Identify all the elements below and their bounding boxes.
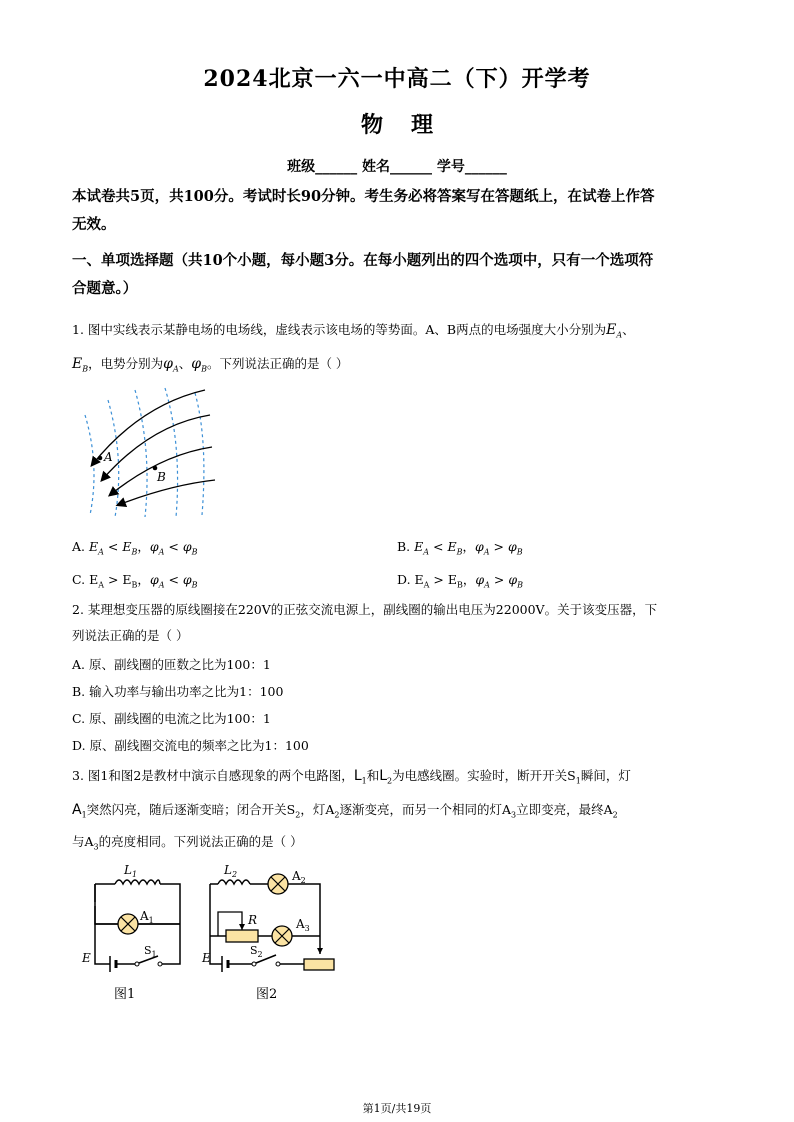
student-info-line: 班级______ 姓名______ 学号______ bbox=[287, 159, 507, 175]
q3-a3-sub: 3 bbox=[511, 810, 517, 820]
q3-l1: L bbox=[353, 768, 362, 784]
q3-stem-line-2 bbox=[72, 800, 722, 826]
q3-t6: ，灯A bbox=[300, 802, 335, 817]
q1-sep-2: 、 bbox=[178, 356, 192, 371]
q3-a2-sub: 2 bbox=[334, 810, 340, 820]
fig1-s1-label: $S_1$ bbox=[144, 944, 157, 959]
q3-t10: 的亮度相同。下列说法正确的是（ ） bbox=[98, 834, 303, 849]
q2-option-b[interactable]: B. 输入功率与输出功率之比为1：100 bbox=[72, 684, 284, 699]
instructions-line-2: 无效。 bbox=[72, 216, 116, 233]
field-line-2 bbox=[102, 415, 210, 480]
q3-stem-line-3 bbox=[72, 832, 722, 858]
fig2-a2-label: $A_2$ bbox=[292, 869, 306, 885]
equipotential-line-5 bbox=[195, 393, 204, 515]
q1-eb: E bbox=[72, 356, 83, 372]
q3-t1: 3. 图1和图2是教材中演示自感现象的两个电路图， bbox=[72, 768, 354, 783]
q3-a1: A bbox=[72, 802, 82, 818]
section1-line-1: 一、单项选择题（共10个小题，每小题3分。在每小题列出的四个选项中，只有一个选项符 bbox=[72, 252, 654, 269]
q1-sep: 、 bbox=[622, 322, 635, 337]
instructions-line-1: 本试卷共5页，共100分。考试时长90分钟。考生务必将答案写在答题纸上，在试卷上作答 bbox=[72, 188, 655, 205]
q1-option-b[interactable]: B. $E_A < E_B$，$\varphi_A > \varphi_B$ bbox=[397, 539, 523, 557]
fig1-caption: 图1 bbox=[114, 987, 136, 1002]
exam-title: 2024北京一六一中高二（下）开学考 bbox=[203, 66, 591, 92]
q1-stem-line-2 bbox=[72, 354, 722, 380]
q1-phia-sub: A bbox=[172, 364, 179, 374]
q1-electric-field-figure bbox=[80, 385, 220, 520]
fig2-s2-label: $S_2$ bbox=[250, 944, 263, 959]
q2-option-a[interactable]: A. 原、副线圈的匝数之比为100：1 bbox=[72, 657, 271, 672]
q2-stem-line-2: 列说法正确的是（ ） bbox=[72, 628, 189, 643]
q3-t9: 与A bbox=[72, 834, 94, 849]
q3-t5: 突然闪亮，随后逐渐变暗；闭合开关S bbox=[86, 802, 296, 817]
fig1-e-label: E bbox=[82, 951, 91, 965]
q2-option-d[interactable]: D. 原、副线圈交流电的频率之比为1：100 bbox=[72, 738, 309, 753]
q1-phib: φ bbox=[191, 356, 202, 372]
fig1-inductor-l1 bbox=[115, 880, 160, 884]
point-b-label: B bbox=[157, 470, 166, 484]
point-a-label: A bbox=[104, 450, 113, 464]
q3-t2: 和 bbox=[366, 768, 380, 783]
q3-a2b-sub: 2 bbox=[612, 810, 618, 820]
q3-figure-2-circuit bbox=[200, 862, 345, 1007]
q1-text-2: ，电势分别为 bbox=[88, 356, 164, 371]
q3-a3b-sub: 3 bbox=[93, 842, 99, 852]
fig2-a3-label: $A_3$ bbox=[296, 917, 310, 933]
q1-text-3: 。下列说法正确的是（ ） bbox=[206, 356, 349, 371]
fig2-rheostat bbox=[304, 959, 334, 970]
fig2-resistor-r bbox=[226, 930, 258, 942]
q2-stem-line-1: 2. 某理想变压器的原线圈接在220V的正弦交流电源上，副线圈的输出电压为22000V。关于该变压器，下 bbox=[72, 602, 658, 617]
fig2-caption: 图2 bbox=[256, 987, 278, 1002]
point-a bbox=[98, 456, 103, 461]
q1-phib-sub: B bbox=[201, 364, 207, 374]
fig2-r-label: R bbox=[248, 913, 258, 927]
q3-stem-line-1 bbox=[72, 766, 722, 792]
q3-l1-sub: 1 bbox=[361, 776, 367, 786]
q1-ea-sub: A bbox=[616, 330, 623, 340]
section1-line-2: 合题意。） bbox=[72, 280, 138, 297]
fig1-a1-label: $A_1$ bbox=[140, 909, 154, 925]
fig2-inductor-l2 bbox=[218, 880, 250, 884]
subject-title bbox=[0, 108, 794, 139]
q1-text-1: 1. 图中实线表示某静电场的电场线，虚线表示该电场的等势面。A、B两点的电场强度大小分别为 bbox=[72, 322, 607, 337]
q1-ea: E bbox=[606, 322, 617, 338]
q1-option-c[interactable]: C. $E_A > E_B$，$\varphi_A < \varphi_B$ bbox=[72, 572, 198, 590]
equipotential-line-4 bbox=[165, 388, 178, 517]
q3-t3: 为电感线圈。实验时，断开开关S bbox=[392, 768, 576, 783]
fig1-l1-label: $L_1$ bbox=[124, 863, 138, 879]
q3-figure-1-circuit bbox=[70, 862, 190, 1007]
q3-t4: 瞬间，灯 bbox=[580, 768, 631, 783]
q3-t7: 逐渐变亮，而另一个相同的灯A bbox=[339, 802, 511, 817]
field-line-4 bbox=[118, 480, 215, 505]
q3-l2-sub: 2 bbox=[387, 776, 393, 786]
q1-stem-line-1 bbox=[72, 320, 722, 346]
q1-option-a[interactable]: A. $E_A < E_B$，$\varphi_A < \varphi_B$ bbox=[72, 539, 198, 557]
fig2-e-label: E bbox=[202, 951, 211, 965]
q3-s2-sub: 2 bbox=[295, 810, 301, 820]
subject-char-1: 物 bbox=[360, 112, 383, 138]
q1-phia: φ bbox=[163, 356, 173, 372]
q1-option-d[interactable]: D. $E_A > E_B$，$\varphi_A > \varphi_B$ bbox=[397, 572, 524, 590]
subject-char-2: 理 bbox=[411, 112, 434, 138]
q3-l2: L bbox=[379, 768, 388, 784]
q3-t8: 立即变亮，最终A bbox=[516, 802, 613, 817]
q3-a1-sub: 1 bbox=[81, 810, 87, 820]
q2-option-c[interactable]: C. 原、副线圈的电流之比为100：1 bbox=[72, 711, 271, 726]
q3-s1-sub: 1 bbox=[575, 776, 581, 786]
page-footer: 第1页/共19页 bbox=[362, 1102, 432, 1115]
q1-eb-sub: B bbox=[82, 364, 89, 374]
fig2-l2-label: $L_2$ bbox=[224, 863, 238, 879]
